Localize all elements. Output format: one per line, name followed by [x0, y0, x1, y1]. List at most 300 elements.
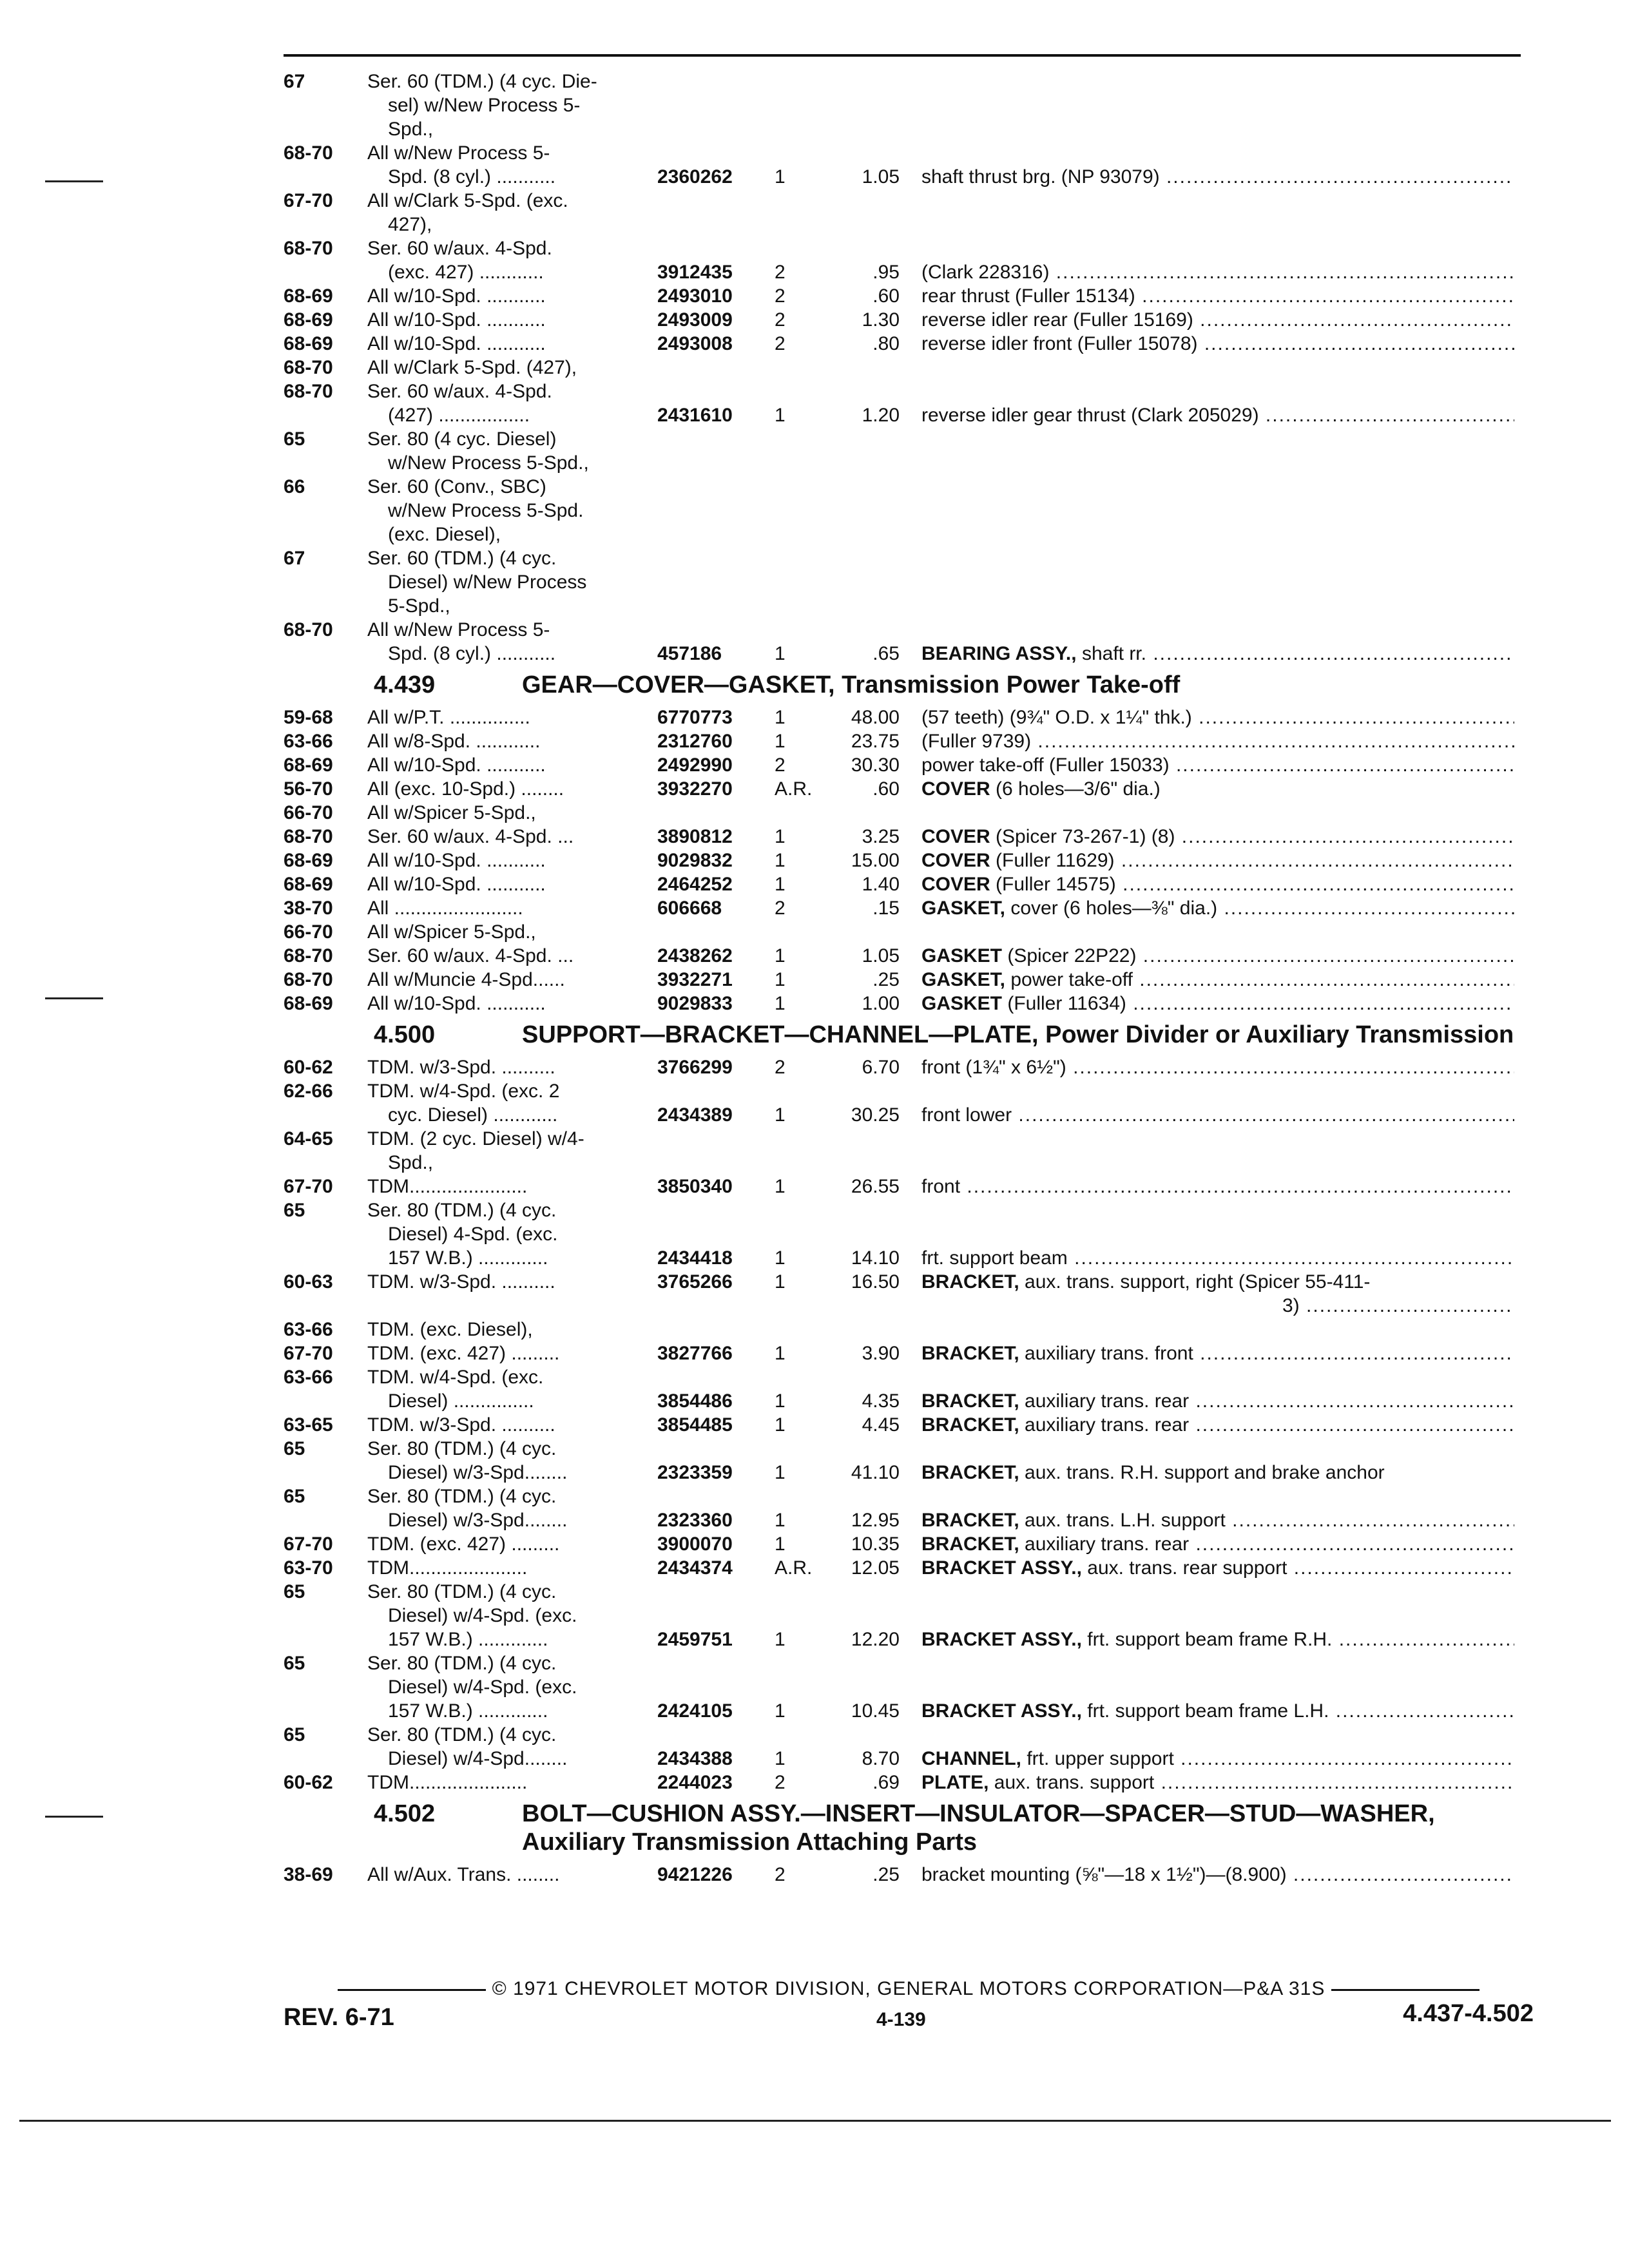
application-text: TDM......................	[367, 1557, 528, 1579]
parts-row-line	[284, 1437, 1534, 1461]
application	[367, 1127, 657, 1151]
quantity	[767, 920, 818, 944]
parts-row	[284, 332, 1534, 356]
parts-row-line	[284, 1628, 1534, 1651]
description	[921, 1508, 1514, 1532]
application	[367, 1294, 657, 1318]
application-text: 157 W.B.) .............	[388, 1700, 548, 1722]
quantity: 1	[775, 731, 786, 752]
application	[367, 1222, 657, 1246]
part-number: 2434388	[657, 1748, 733, 1769]
description-text	[921, 1104, 1514, 1126]
part-number	[657, 1604, 767, 1628]
description-text	[921, 1629, 1514, 1650]
application	[367, 141, 657, 165]
group-number: 4.439	[374, 671, 436, 698]
description	[921, 801, 1514, 825]
description	[921, 1532, 1514, 1556]
application	[367, 1675, 657, 1699]
application-text: w/New Process 5-Spd.	[388, 500, 584, 521]
parts-row-line	[284, 594, 1534, 618]
description-detail: (Fuller 11629)	[990, 850, 1115, 871]
year-range	[284, 1699, 367, 1723]
application-text: TDM. (exc. 427) .........	[367, 1343, 560, 1364]
year-range: 65	[284, 1653, 305, 1674]
group-header-4439	[284, 671, 1534, 699]
application-text: Ser. 80 (TDM.) (4 cyc.	[367, 1653, 557, 1674]
price: 30.30	[851, 754, 900, 776]
quantity	[767, 93, 818, 117]
quantity: 2	[775, 262, 786, 283]
year-range: 67-70	[284, 1176, 333, 1197]
application	[367, 706, 657, 729]
parts-row-line	[284, 849, 1534, 872]
year-range: 68-70	[284, 945, 333, 966]
parts-row-line	[284, 1151, 1534, 1175]
price: 3.25	[862, 826, 900, 847]
quantity	[767, 1127, 818, 1151]
parts-row-line	[284, 1461, 1534, 1485]
description	[921, 992, 1514, 1015]
group-title: BOLT—CUSHION ASSY.—INSERT—INSULATOR—SPACER—STUD—WASHER, Auxiliary Transmission Attaching Parts	[522, 1800, 1435, 1856]
year-range	[284, 499, 367, 523]
price: .65	[872, 643, 900, 664]
description-detail: aux. trans. R.H. support and brake anchor	[1019, 1462, 1385, 1483]
parts-row	[284, 896, 1534, 920]
description-text	[921, 778, 1161, 800]
application-text: Ser. 60 w/aux. 4-Spd. ...	[367, 826, 574, 847]
parts-row	[284, 706, 1534, 729]
part-number: 3854485	[657, 1414, 733, 1436]
parts-row-line	[284, 260, 1534, 284]
quantity: 1	[775, 1104, 786, 1126]
description	[921, 1055, 1514, 1079]
part-number: 3912435	[657, 262, 733, 283]
application-text: All w/Muncie 4-Spd......	[367, 969, 565, 990]
price: 1.40	[862, 874, 900, 895]
description	[921, 1175, 1514, 1198]
price	[818, 1437, 921, 1461]
parts-row-line	[284, 1127, 1534, 1151]
year-range: 68-69	[284, 874, 333, 895]
year-range: 38-69	[284, 1864, 333, 1885]
part-number	[657, 1437, 767, 1461]
year-range: 65	[284, 1486, 305, 1507]
description-text	[921, 1510, 1514, 1531]
parts-row-line	[284, 570, 1534, 594]
description	[921, 213, 1514, 236]
price: .15	[872, 898, 900, 919]
application	[367, 93, 657, 117]
description-noun: GASKET	[921, 945, 1003, 966]
application-text: Diesel) w/4-Spd. (exc.	[388, 1605, 577, 1626]
parts-row-line	[284, 1175, 1534, 1198]
price	[818, 475, 921, 499]
application	[367, 968, 657, 992]
quantity: 1	[775, 993, 786, 1014]
parts-row-line	[284, 706, 1534, 729]
year-range: 68-69	[284, 309, 333, 331]
year-range	[284, 642, 367, 666]
part-number: 9421226	[657, 1864, 733, 1885]
application-text: TDM. (exc. 427) .........	[367, 1533, 560, 1555]
application-text: Ser. 60 (Conv., SBC)	[367, 476, 546, 497]
application-text: Ser. 60 w/aux. 4-Spd. ...	[367, 945, 574, 966]
description-text	[921, 1748, 1514, 1769]
quantity	[767, 570, 818, 594]
year-range: 67-70	[284, 1343, 333, 1364]
application	[367, 753, 657, 777]
application	[367, 1198, 657, 1222]
quantity	[767, 523, 818, 546]
parts-row-line	[284, 1246, 1534, 1270]
parts-row	[284, 427, 1534, 475]
part-number	[657, 117, 767, 141]
parts-row-line	[284, 1341, 1534, 1365]
description-detail: frt. support beam	[921, 1247, 1068, 1269]
description	[921, 165, 1514, 189]
application-text: All w/10-Spd. ...........	[367, 993, 546, 1014]
description	[921, 1723, 1514, 1747]
parts-row-line	[284, 777, 1534, 801]
description	[921, 1863, 1514, 1887]
description	[921, 753, 1514, 777]
quantity: 2	[775, 285, 786, 307]
parts-row-line	[284, 1699, 1534, 1723]
application-text: All w/P.T. ...............	[367, 707, 530, 728]
application-text: All w/Aux. Trans. ........	[367, 1864, 560, 1885]
year-range	[284, 165, 367, 189]
description	[921, 642, 1514, 666]
part-number: 3765266	[657, 1271, 733, 1293]
application	[367, 70, 657, 93]
application-text: Diesel) w/3-Spd........	[388, 1510, 568, 1531]
description	[921, 1127, 1514, 1151]
quantity: 2	[775, 754, 786, 776]
quantity	[767, 499, 818, 523]
quantity	[767, 380, 818, 403]
application	[367, 642, 657, 666]
description-detail: auxiliary trans. rear	[1019, 1390, 1190, 1412]
part-number	[657, 427, 767, 451]
description-text	[921, 898, 1514, 919]
description-detail: aux. trans. support	[988, 1772, 1155, 1793]
parts-row-line	[284, 1556, 1534, 1580]
parts-row-line	[284, 753, 1534, 777]
parts-row-line	[284, 1103, 1534, 1127]
group-title: SUPPORT—BRACKET—CHANNEL—PLATE, Power Divider or Auxiliary Transmission	[522, 1021, 1514, 1048]
price	[818, 499, 921, 523]
year-range: 59-68	[284, 707, 333, 728]
application	[367, 1103, 657, 1127]
year-range: 66-70	[284, 921, 333, 943]
application-text: TDM......................	[367, 1176, 528, 1197]
description	[921, 1675, 1514, 1699]
year-range: 66-70	[284, 802, 333, 823]
application-text: TDM. w/3-Spd. ..........	[367, 1414, 555, 1436]
part-number: 2424105	[657, 1700, 733, 1722]
description	[921, 1556, 1514, 1580]
application-text: Diesel) ...............	[388, 1390, 534, 1412]
year-range	[284, 594, 367, 618]
parts-row	[284, 475, 1534, 546]
parts-row	[284, 825, 1534, 849]
year-range	[284, 260, 367, 284]
application-text: Spd. (8 cyl.) ...........	[388, 166, 556, 187]
year-range: 65	[284, 1438, 305, 1459]
year-range: 68-70	[284, 619, 333, 640]
description	[921, 1222, 1514, 1246]
application-text: sel) w/New Process 5-	[388, 95, 581, 116]
description	[921, 777, 1514, 801]
description-text	[921, 1700, 1514, 1722]
description	[921, 1318, 1514, 1341]
application	[367, 992, 657, 1015]
quantity	[767, 427, 818, 451]
description-detail: cover (6 holes—⅜" dia.)	[1005, 898, 1218, 919]
price	[818, 1485, 921, 1508]
price: 10.45	[851, 1700, 900, 1722]
rows-section-4500	[284, 1055, 1534, 1794]
quantity	[767, 1151, 818, 1175]
description-noun: PLATE,	[921, 1772, 989, 1793]
description	[921, 896, 1514, 920]
description-text	[921, 1462, 1385, 1483]
part-number: 2312760	[657, 731, 733, 752]
part-number: 3850340	[657, 1176, 733, 1197]
parts-row-line	[284, 475, 1534, 499]
quantity: 1	[775, 1510, 786, 1531]
price	[818, 1127, 921, 1151]
parts-row-line	[284, 1198, 1534, 1222]
price	[818, 1079, 921, 1103]
parts-row	[284, 1863, 1534, 1887]
year-range: 63-65	[284, 1414, 333, 1436]
application-text: Diesel) w/4-Spd........	[388, 1748, 568, 1769]
description-detail: (Fuller 9739)	[921, 731, 1032, 752]
part-number: 2438262	[657, 945, 733, 966]
parts-row-line	[284, 117, 1534, 141]
application	[367, 1270, 657, 1294]
price	[818, 618, 921, 642]
description	[921, 706, 1514, 729]
description	[921, 729, 1514, 753]
year-range: 65	[284, 1200, 305, 1221]
parts-row-line	[284, 992, 1534, 1015]
price	[818, 920, 921, 944]
parts-row	[284, 968, 1534, 992]
price: 41.10	[851, 1462, 900, 1483]
margin-mark	[45, 1816, 103, 1818]
year-range	[284, 1294, 367, 1318]
application	[367, 380, 657, 403]
part-number: 2323359	[657, 1462, 733, 1483]
part-number: 3827766	[657, 1343, 733, 1364]
application	[367, 475, 657, 499]
quantity: 1	[775, 1271, 786, 1293]
parts-row	[284, 618, 1534, 666]
copyright-line	[284, 1978, 1534, 2000]
application-text: All w/Clark 5-Spd. (427),	[367, 357, 577, 378]
application	[367, 570, 657, 594]
application-text: 427),	[388, 214, 432, 235]
parts-row-line	[284, 801, 1534, 825]
price: 16.50	[851, 1271, 900, 1293]
application	[367, 260, 657, 284]
application-text: Spd.,	[388, 119, 434, 140]
price	[818, 523, 921, 546]
description-noun: COVER	[921, 826, 990, 847]
description-text	[921, 874, 1514, 895]
description-text	[921, 166, 1514, 187]
year-range: 68-69	[284, 850, 333, 871]
part-number: 9029832	[657, 850, 733, 871]
price: .60	[872, 285, 900, 307]
parts-row-line	[284, 1675, 1534, 1699]
application-text: 157 W.B.) .............	[388, 1629, 548, 1650]
price	[818, 594, 921, 618]
margin-mark	[45, 997, 103, 999]
parts-row-line	[284, 1294, 1534, 1318]
parts-row-line	[284, 1747, 1534, 1771]
description-detail: auxiliary trans. rear	[1019, 1533, 1190, 1555]
application	[367, 356, 657, 380]
quantity	[767, 1222, 818, 1246]
description-text	[921, 1176, 1514, 1197]
price: .95	[872, 262, 900, 283]
quantity: A.R.	[775, 778, 813, 800]
part-number: 2434389	[657, 1104, 733, 1126]
price	[818, 1365, 921, 1389]
application	[367, 1413, 657, 1437]
quantity: 2	[775, 898, 786, 919]
description-noun: BRACKET,	[921, 1462, 1019, 1483]
application	[367, 1580, 657, 1604]
part-number	[657, 1485, 767, 1508]
price: 3.90	[862, 1343, 900, 1364]
year-range: 68-70	[284, 357, 333, 378]
application	[367, 1863, 657, 1887]
application-text: (427) .................	[388, 405, 530, 426]
part-number	[657, 189, 767, 213]
description	[921, 1461, 1514, 1485]
price	[818, 1294, 921, 1318]
description-detail: (Fuller 11634)	[1002, 993, 1126, 1014]
quantity	[767, 1580, 818, 1604]
description-noun: BRACKET,	[921, 1414, 1019, 1436]
description	[921, 70, 1514, 93]
price	[818, 1318, 921, 1341]
quantity	[767, 1723, 818, 1747]
price	[818, 427, 921, 451]
parts-row-line	[284, 332, 1534, 356]
description-text	[921, 1772, 1514, 1793]
parts-row-line	[284, 1222, 1534, 1246]
parts-row	[284, 1270, 1534, 1318]
description-detail: front lower	[921, 1104, 1012, 1126]
price: .80	[872, 333, 900, 354]
year-range: 64-65	[284, 1128, 333, 1149]
quantity: 2	[775, 309, 786, 331]
part-number: 2492990	[657, 754, 733, 776]
description	[921, 380, 1514, 403]
quantity	[767, 70, 818, 93]
description	[921, 189, 1514, 213]
part-number	[657, 213, 767, 236]
application-text: All w/Spicer 5-Spd.,	[367, 921, 536, 943]
parts-row-line	[284, 872, 1534, 896]
group-number: 4.502	[374, 1800, 436, 1827]
part-number: 3890812	[657, 826, 733, 847]
price: 15.00	[851, 850, 900, 871]
application-text: All w/10-Spd. ...........	[367, 754, 546, 776]
year-range: 63-66	[284, 1367, 333, 1388]
price	[818, 380, 921, 403]
application	[367, 523, 657, 546]
parts-row	[284, 1318, 1534, 1341]
part-number: 2459751	[657, 1629, 733, 1650]
description	[921, 1437, 1514, 1461]
part-number: 6770773	[657, 707, 733, 728]
quantity: 1	[775, 1343, 786, 1364]
part-number	[657, 141, 767, 165]
price: 1.20	[862, 405, 900, 426]
parts-row-line	[284, 1723, 1534, 1747]
part-number: 2464252	[657, 874, 733, 895]
application-text: TDM. w/4-Spd. (exc.	[367, 1367, 544, 1388]
part-number	[657, 499, 767, 523]
application	[367, 1628, 657, 1651]
parts-row-line	[284, 1508, 1534, 1532]
parts-row-line	[284, 920, 1534, 944]
parts-row-line	[284, 189, 1534, 213]
year-range	[284, 1628, 367, 1651]
price: 4.45	[862, 1414, 900, 1436]
year-range	[284, 451, 367, 475]
description-text	[921, 643, 1514, 664]
parts-row-line	[284, 451, 1534, 475]
application-text: All w/Clark 5-Spd. (exc.	[367, 190, 568, 211]
quantity	[767, 801, 818, 825]
price: 26.55	[851, 1176, 900, 1197]
part-number: 457186	[657, 643, 722, 664]
application-text: Ser. 60 (TDM.) (4 cyc. Die-	[367, 71, 597, 92]
price: 4.35	[862, 1390, 900, 1412]
quantity	[767, 213, 818, 236]
description	[921, 1604, 1514, 1628]
part-number: 2323360	[657, 1510, 733, 1531]
section-range: 4.437-4.502	[1403, 2000, 1534, 2027]
year-range: 62-66	[284, 1081, 333, 1102]
part-number	[657, 1294, 767, 1318]
part-number	[657, 93, 767, 117]
description	[921, 1628, 1514, 1651]
application	[367, 308, 657, 332]
price	[818, 570, 921, 594]
application	[367, 1175, 657, 1198]
parts-row	[284, 70, 1534, 141]
application-text: cyc. Diesel) ............	[388, 1104, 558, 1126]
description	[921, 1151, 1514, 1175]
part-number	[657, 1151, 767, 1175]
quantity: 2	[775, 1772, 786, 1793]
year-range	[284, 93, 367, 117]
price: 12.05	[851, 1557, 900, 1579]
part-number: 2493010	[657, 285, 733, 307]
description-text	[921, 1414, 1514, 1436]
price: 12.20	[851, 1629, 900, 1650]
quantity	[767, 1651, 818, 1675]
